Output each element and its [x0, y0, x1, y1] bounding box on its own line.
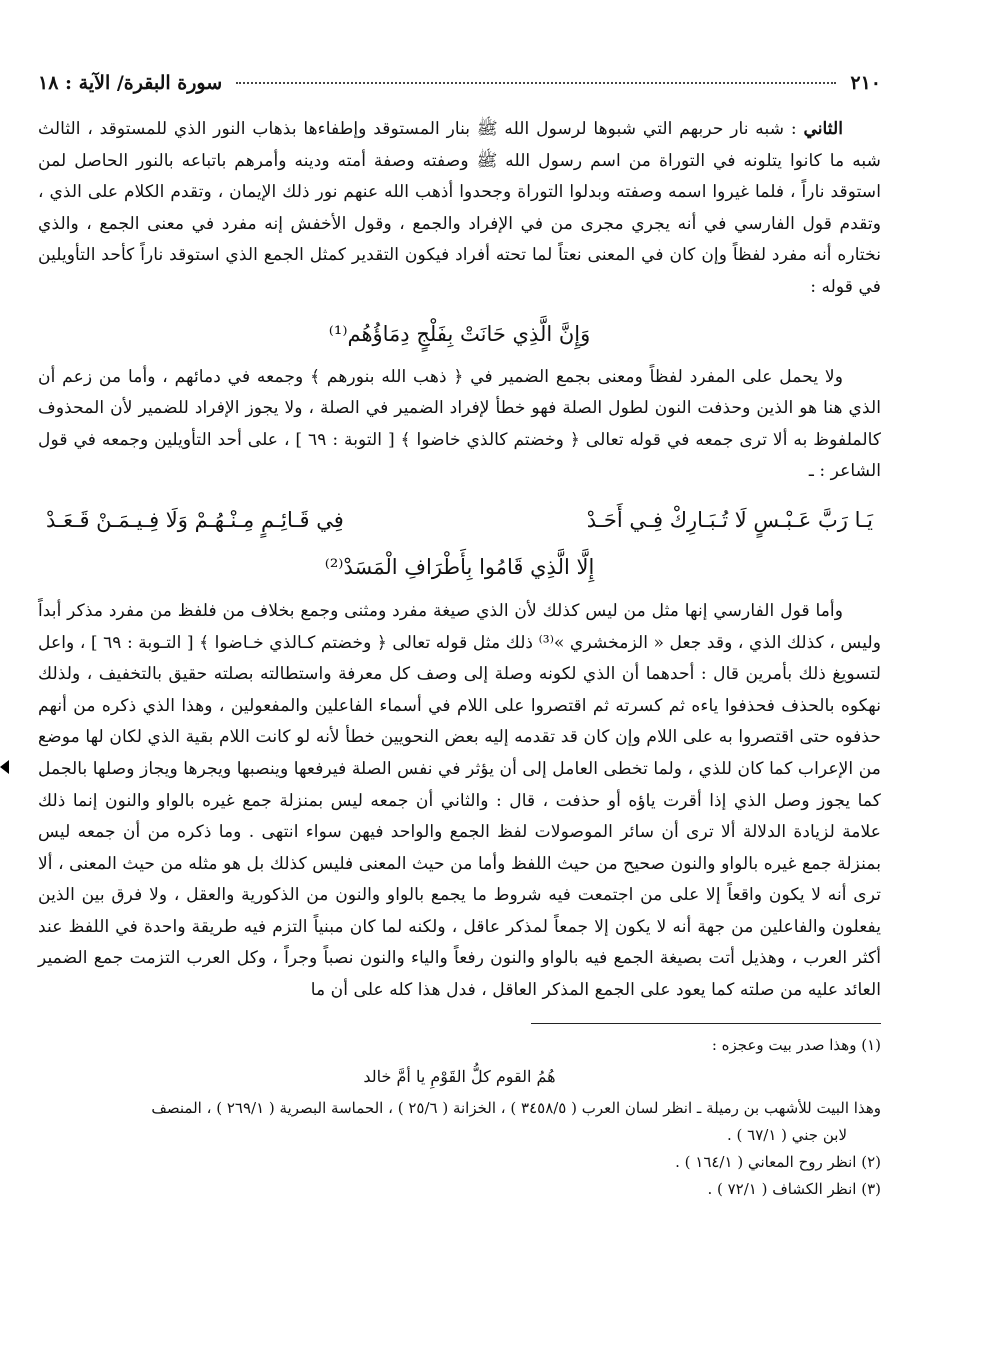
page-number: ٢١٠ — [850, 72, 881, 94]
running-head — [38, 72, 881, 108]
poetry-verse-1: وَإِنَّ الَّذِي حَانَتْ بِفَلْجٍ دِمَاؤُهُم⁽¹⁾ — [328, 321, 591, 346]
paragraph-1-text: : شبه نار حربهم التي شبوها لرسول الله ﷺ بنار المستوقد وإطفاءها بذهاب النور الذي للمستوقد ، الثالث شبه ما كانوا يتلونه في التوراة من اسم رسول الله ﷺ وصفته وصفة أمته ودينه وأمرهم باتباعه بالنور الحاصل لمن استوقد ناراً ، فلما غيروا اسمه وصفته وبدلوا التوراة وجحدوا أذهب الله عنهم نور ذلك الإيمان ، وتقدم الكلام على الذي ، وتقدم قول الفارسي في أنه يجري مجرى من في الإفراد والجمع ، وقول الأخفش إنه مفرد في معنى الجمع ، والذي نختاره أنه مفرد لفظاً وإن كان في المعنى نعتاً لما تحته أفراد فيكون التقدير كمثل الجمع الذي استوقد ناراً كأحد التأويلين في قوله : — [38, 119, 881, 297]
footnote-2: (٢) انظر روح المعاني ( ١٦٤/١ ) . — [675, 1152, 881, 1171]
leader-dots — [236, 82, 836, 84]
main-text — [38, 114, 881, 1007]
verse-hemistich-right: يَـا رَبَّ عَـبْـسٍ لَا تُـبَـارِكْ فِـي أَحَـدْ — [586, 507, 873, 532]
footnote-1-verse: هُمُ القوم كلُّ القَوْمِ يا أمَّ خالد — [363, 1066, 556, 1086]
paragraph-lead: الثاني — [803, 119, 843, 139]
paragraph-3: وأما قول الفارسي إنها مثل من ليس كذلك لأن الذي صيغة مفرد ومثنى وجمع بخلاف من فلفظ من مفرد مذكر أبداً وليس ، كذلك الذي ، وقد جعل « الزمخشري »⁽³⁾ ذلك مثل قوله تعالى ﴿ وخضتم كـالذي خـاضوا ﴾ [ التـوبة : ٦٩ ] ، واعل لتسويغ ذلك بأمرين قال : أحدهما أن الذي لكونه وصلة إلى وصف كل معرفة واستطالته بصلته حقيق بالتخفيف ، ولذلك نهكوه بالحذف فحذفوا ياءه ثم كسرته ثم اقتصروا على اللام في أسماء الفاعلين والمفعولين ، وهذا الذي ذكره من أنهم حذفوه حتى اقتصروا به على اللام وإن كان قد تقدمه إليه بعض النحويين خطأ لأنه لو كانت اللام بقية الذي لكان لها موضع من الإعراب كما كان للذي ، ولما تخطى العامل إلى أن يؤثر في نفس الصلة فيرفعها وينصبها ويجرها ويجاز وصلها بالجمل كما يجوز وصل الذي إذا أقرت ياؤه أو حذفت ، قال : والثاني أن جمعه ليس بمنزلة جمع غيره بالواو والنون إنما ذلك علامة لزيادة الدلالة ألا ترى أن سائر الموصولات لفظ الجمع والواحد فيهن سواء انتهى . وما ذكره من أن جمعه ليس بمنزلة جمع غيره بالواو والنون صحيح من حيث اللفظ وأما من حيث المعنى فليس كذلك بل هو مثله من حيث المعنى ، ألا ترى أنه لا يكون واقعاً إلا على من اجتمعت فيه شروط ما يجمع بالواو والنون من الذكورية والعقل ، ولا فرق بين الذين يفعلون والفاعلين من جهة أنه لا يكون إلا جمعاً لمذكر عاقل ، ولكنه لما كان مبنياً التزم فيه طريقة واحدة في اللفظ عند أكثر العرب ، وهذيل أتت بصيغة الجمع فيه بالواو والنون رفعاً والياء والنون نصباً وجراً ، وكل العرب التزمت جمع الضمير العائد عليه من صلته كما يعود على الجمع المذكر العاقل ، فدل هذا كله على أن ما — [38, 600, 881, 1001]
poetry-verse-2 — [38, 496, 881, 544]
footnote-1-source-cont: لابن جني ( ٦٧/١ ) . — [727, 1125, 847, 1144]
book-page — [38, 72, 881, 1203]
paragraph-2: ولا يحمل على المفرد لفظاً ومعنى بجمع الضمير في ﴿ ذهب الله بنورهم ﴾ وجمعه في دمائهم ، وأما من زعم أن الذي هنا هو الذين وحذفت النون لطول الصلة فهو خطأ لإفراد الضمير في الصلة ، ولا يجوز الإفراد للضمير لأن المحذوف كالملفوظ به ألا ترى جمعه في قوله تعالى ﴿ وخضتم كالذي خاضوا ﴾ [ التوبة : ٦٩ ] ، على أحد التأويلين وجمعه في قول الشاعر : ـ — [38, 366, 882, 482]
footnote-separator — [531, 1023, 881, 1024]
footnote-1-intro: (١) وهذا صدر بيت وعجزه : — [711, 1035, 881, 1054]
verse-hemistich-left: فِي قَـائِـمٍ مِـنْـهُـمْ وَلَا فِـيـمَـنْ قَـعَـدْ — [46, 507, 344, 532]
footnote-1-source: وهذا البيت للأشهب بن رميلة ـ انظر لسان العرب ( ٣٤٥٨/٥ ) ، الخزانة ( ٢٥/٦ ) ، الحماسة البصرية ( ٢٦٩/١ ) ، المنصف — [151, 1098, 881, 1117]
margin-marker-icon — [0, 760, 9, 774]
footnotes — [38, 1032, 881, 1203]
paragraph-1 — [38, 114, 881, 304]
poetry-verse-3: إِلَّا الَّذِي قَامُوا بِأَطْرَافِ الْمَسَدْ⁽²⁾ — [324, 554, 595, 579]
section-title: سورة البقرة/ الآية : ١٨ — [38, 72, 223, 94]
footnote-3: (٣) انظر الكشاف ( ٧٢/١ ) . — [707, 1179, 881, 1198]
